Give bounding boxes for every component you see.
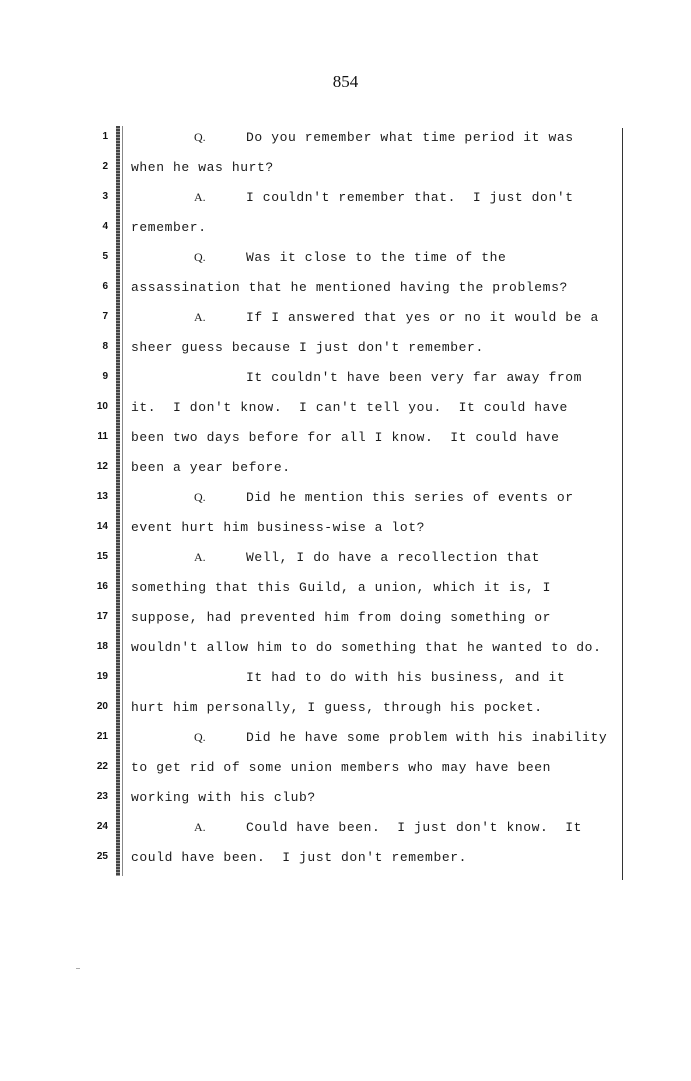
line-text: Do you remember what time period it was <box>246 130 574 145</box>
line-number: 16 <box>96 581 108 592</box>
speaker-label: A. <box>194 190 206 204</box>
line-text: hurt him personally, I guess, through his pocket. <box>131 700 543 715</box>
line-number: 17 <box>96 611 108 622</box>
line-text: something that this Guild, a union, which it is, I <box>131 580 552 595</box>
transcript-body <box>0 126 691 876</box>
line-text: been a year before. <box>131 460 291 475</box>
transcript-line <box>0 276 691 306</box>
line-text: It had to do with his business, and it <box>246 670 566 685</box>
line-text: remember. <box>131 220 207 235</box>
line-text: It couldn't have been very far away from <box>246 370 583 385</box>
line-number: 3 <box>102 191 108 202</box>
transcript-line <box>0 636 691 666</box>
transcript-line <box>0 186 691 216</box>
page-number: 854 <box>332 72 359 91</box>
line-text: wouldn't allow him to do something that he wanted to do. <box>131 640 602 655</box>
line-number: 11 <box>97 431 108 442</box>
line-number: 20 <box>96 701 108 712</box>
line-number: 18 <box>96 641 108 652</box>
transcript-line <box>0 576 691 606</box>
speaker-label: A. <box>194 820 206 834</box>
line-text: working with his club? <box>131 790 316 805</box>
transcript-line <box>0 756 691 786</box>
scan-speck <box>76 968 80 969</box>
line-number: 2 <box>102 161 108 172</box>
line-number: 12 <box>96 461 108 472</box>
transcript-line <box>0 486 691 516</box>
transcript-line <box>0 696 691 726</box>
line-text: been two days before for all I know. It could have <box>131 430 560 445</box>
line-number: 24 <box>96 821 108 832</box>
transcript-line <box>0 336 691 366</box>
transcript-line <box>0 456 691 486</box>
transcript-line <box>0 396 691 426</box>
transcript-line <box>0 666 691 696</box>
line-number: 23 <box>96 791 108 802</box>
line-number: 8 <box>102 341 108 352</box>
line-number: 5 <box>102 251 108 262</box>
line-number: 15 <box>96 551 108 562</box>
speaker-label: Q. <box>194 730 206 744</box>
line-text: event hurt him business-wise a lot? <box>131 520 426 535</box>
transcript-line <box>0 726 691 756</box>
transcript-line <box>0 366 691 396</box>
line-number: 25 <box>96 851 108 862</box>
line-text: Could have been. I just don't know. It <box>246 820 583 835</box>
line-text: to get rid of some union members who may have been <box>131 760 552 775</box>
speaker-label: A. <box>194 310 206 324</box>
line-number: 6 <box>102 281 108 292</box>
line-number: 9 <box>102 371 108 382</box>
transcript-line <box>0 216 691 246</box>
transcript-line <box>0 606 691 636</box>
line-text: Well, I do have a recollection that <box>246 550 541 565</box>
line-text: sheer guess because I just don't remember. <box>131 340 484 355</box>
line-text: Did he mention this series of events or <box>246 490 574 505</box>
speaker-label: Q. <box>194 490 206 504</box>
line-text: If I answered that yes or no it would be a <box>246 310 599 325</box>
line-number: 22 <box>96 761 108 772</box>
line-number: 14 <box>96 521 108 532</box>
speaker-label: Q. <box>194 130 206 144</box>
transcript-line <box>0 516 691 546</box>
speaker-label: Q. <box>194 250 206 264</box>
transcript-line <box>0 426 691 456</box>
transcript-line <box>0 546 691 576</box>
line-text: I couldn't remember that. I just don't <box>246 190 574 205</box>
line-number: 13 <box>96 491 108 502</box>
transcript-line <box>0 126 691 156</box>
line-text: it. I don't know. I can't tell you. It could have <box>131 400 568 415</box>
line-number: 19 <box>96 671 108 682</box>
transcript-line <box>0 816 691 846</box>
transcript-line <box>0 306 691 336</box>
transcript-line <box>0 156 691 186</box>
line-number: 1 <box>102 131 108 142</box>
transcript-line <box>0 786 691 816</box>
line-text: when he was hurt? <box>131 160 274 175</box>
line-number: 7 <box>102 311 108 322</box>
line-number: 4 <box>102 221 108 232</box>
line-text: could have been. I just don't remember. <box>131 850 468 865</box>
speaker-label: A. <box>194 550 206 564</box>
line-text: suppose, had prevented him from doing something or <box>131 610 552 625</box>
line-number: 21 <box>96 731 108 742</box>
transcript-line <box>0 846 691 876</box>
line-text: assassination that he mentioned having the problems? <box>131 280 568 295</box>
line-text: Was it close to the time of the <box>246 250 507 265</box>
transcript-line <box>0 246 691 276</box>
line-number: 10 <box>96 401 108 412</box>
line-text: Did he have some problem with his inability <box>246 730 608 745</box>
